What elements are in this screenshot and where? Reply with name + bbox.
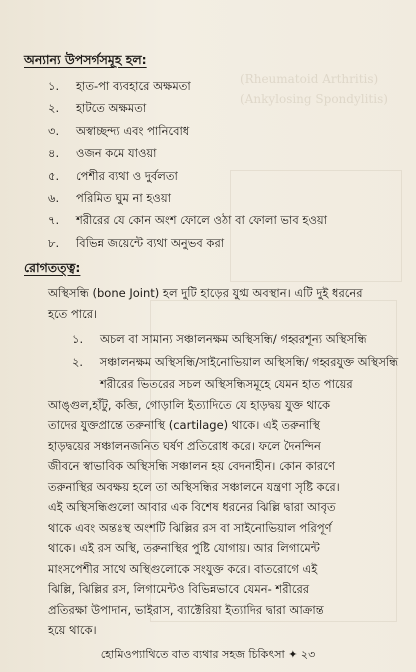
list-item	[48, 145, 157, 164]
list-item	[48, 190, 171, 209]
list-item	[48, 123, 189, 142]
body-line: ঝিল্লি, ঝিল্লির রস, লিগামেন্টও বিভিন্নভাবে যেমন- শরীরের	[48, 582, 310, 596]
body-line: থাকে এবং অন্তঃস্থ অংশটি ঝিল্লির রস বা সাইনোভিয়াল পরিপূর্ণ	[48, 520, 332, 535]
list-text: পেশীর ব্যথা ও দুর্বলতা	[76, 169, 178, 183]
bleed-through-text: (Rheumatoid Arthritis)	[240, 72, 379, 86]
list-text: ওজন কমে যাওয়া	[76, 146, 157, 160]
section-title-pathology: রোগতত্ত্ব:	[24, 260, 81, 275]
body-line: এই অস্থিসন্ধিগুলো আবার এক বিশেষ ধরনের ঝিল্লি দ্বারা আবৃত	[48, 500, 336, 514]
list-number: ২.	[48, 101, 60, 115]
list-text: হাটতে অক্ষমতা	[76, 101, 147, 115]
list-number: ১.	[48, 79, 60, 93]
body-line: থাকে। এই রস অস্থি, তরুনাস্থির পুষ্টি যোগায়। আর লিগামেন্ট	[48, 541, 320, 555]
body-line: হয়ে থাকে।	[48, 623, 97, 637]
list-item	[48, 100, 146, 119]
body-line: শরীরের ভিতরের সচল অস্থিসন্ধিসমূহে যেমন হাত পায়ের	[100, 377, 353, 391]
list-item	[48, 168, 178, 187]
list-item	[48, 235, 224, 254]
list-text: সঞ্চালনক্ষম অস্থিসন্ধি/সাইনোভিয়াল অস্থিসন্ধি/ গহ্বরযুক্ত অস্থিসন্ধি	[99, 355, 399, 369]
body-line: হাড়দ্বয়ের সঞ্চালনজনিত ঘর্ষণ প্রতিরোধ করে। ফলে দৈনন্দিন	[48, 438, 321, 453]
body-line: প্রতিরক্ষা উপাদান, ভাইরাস, ব্যাক্টেরিয়া ইত্যাদির দ্বারা আক্রান্ত	[48, 602, 324, 617]
page-footer: হোমিওপ্যাথিতে বাত ব্যথার সহজ চিকিৎসা ✦ ২৩	[100, 648, 316, 661]
list-text: বিভিন্ন জয়েন্টে ব্যথা অনুভব করা	[76, 236, 225, 250]
list-text: হাত-পা ব্যবহারে অক্ষমতা	[76, 79, 191, 93]
list-number: ৮.	[48, 236, 60, 250]
list-number: ৩.	[48, 124, 60, 138]
list-number: ১.	[72, 332, 84, 346]
list-text: অস্বাচ্ছন্দ্য এবং পানিবোধ	[76, 124, 190, 138]
intro-line: হতে পারে।	[48, 307, 98, 321]
body-line: আঙ্গুল,হাঁটু, কব্জি, গোড়ালি ইত্যাদিতে যে হাড়দ্বয় যুক্ত থাকে	[48, 397, 331, 412]
list-text: শরীরের যে কোন অংশ ফোলে ওঠা বা ফোলা ভাব হওয়া	[76, 213, 328, 227]
list-text: পরিমিত ঘুম না হওয়া	[76, 191, 171, 205]
list-number: ৪.	[48, 146, 60, 160]
list-number: ৬.	[48, 191, 60, 205]
body-line: তাদের যুক্তপ্রান্তে তরুনাস্থি (cartilage) থাকে। এই তরুনাস্থি	[48, 418, 320, 432]
joint-type-item	[72, 331, 367, 350]
list-number: ২.	[72, 355, 84, 369]
list-number: ৫.	[48, 169, 60, 183]
joint-type-item	[72, 354, 398, 373]
list-number: ৭.	[48, 213, 60, 227]
bleed-through-text: (Ankylosing Spondylitis)	[240, 92, 388, 106]
list-item	[48, 78, 191, 97]
list-item	[48, 212, 327, 231]
body-line: জীবনে স্বাভাবিক অস্থিসন্ধি সঞ্চালন হয় বেদনাহীন। কোন কারণে	[48, 459, 335, 473]
body-line: মাংসপেশীর সাথে অস্থিগুলোকে সংযুক্ত করে। বাতরোগে এই	[48, 561, 318, 576]
section-title-symptoms: অন্যান্য উপসর্গসমূহ হল:	[24, 52, 147, 67]
intro-line: অস্থিসন্ধি (bone Joint) হল দুটি হাড়ের যুগ্ম অবস্থান। এটি দুই ধরনের	[48, 286, 363, 300]
body-line: তরুনাস্থির অবক্ষয় হলে তা অস্থিসন্ধির সঞ্চালনে যন্ত্রণা সৃষ্টি করে।	[48, 479, 340, 494]
list-text: অচল বা সামান্য সঞ্চালনক্ষম অস্থিসন্ধি/ গহ্বরশূন্য অস্থিসন্ধি	[100, 332, 367, 346]
